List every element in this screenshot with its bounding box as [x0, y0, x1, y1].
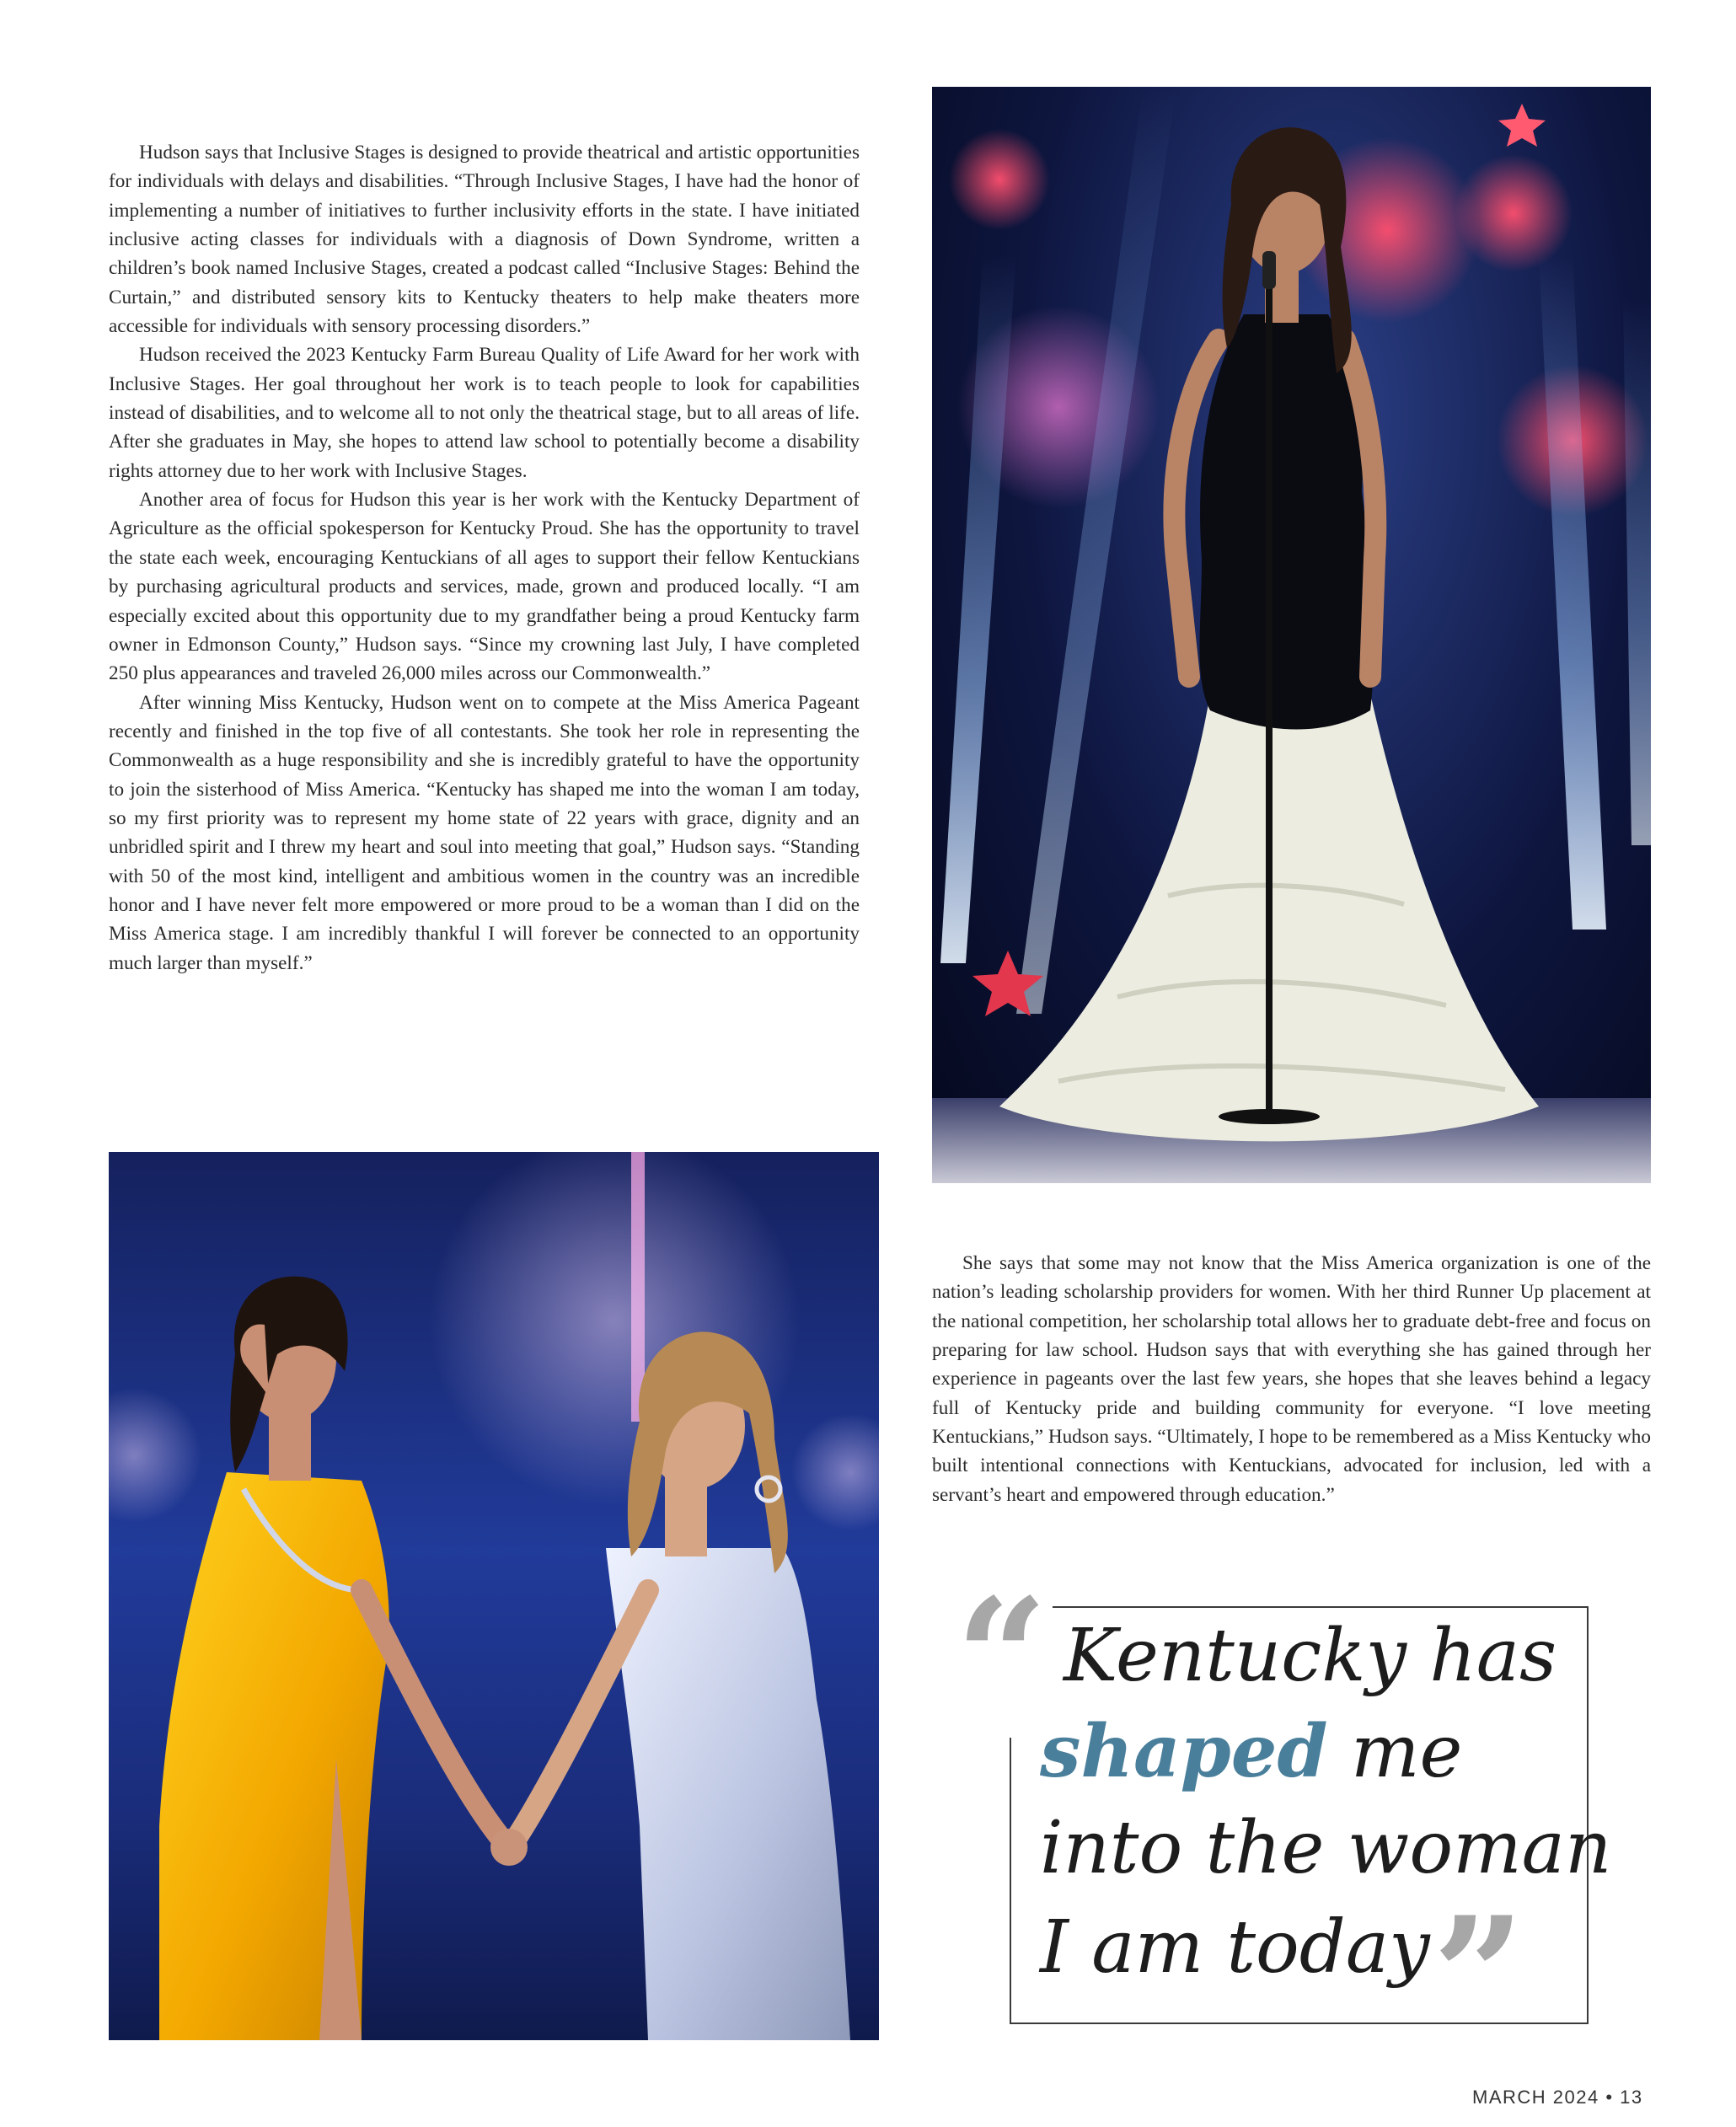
article-right-column	[932, 1249, 1651, 1509]
contestants-illustration	[109, 1152, 879, 2040]
pull-quote-line-1: Kentucky has	[1064, 1614, 1557, 1698]
article-left-column	[109, 138, 860, 978]
close-quote-icon: ”	[1433, 1882, 1525, 2070]
pull-quote-line-2	[1040, 1709, 1463, 1794]
paragraph: After winning Miss Kentucky, Hudson went on to compete at the Miss America Pageant recently and finished in the top five of all contestants. She took her role in representing the Commonwealth as a huge responsibility and she is incredibly grateful to have the opportunity to join the sisterhood of Miss America. “Kentucky has shaped me into the woman I am today, so my first priority was to represent my home state of 22 years with grace, dignity and an unbridled spirit and I threw my heart and soul into meeting that goal,” Hudson says. “Standing with 50 of the most kind, intelligent and ambitious women in the country was an incredible honor and I have never felt more empowered or more proud to be a woman than I did on the Miss America stage. I am incredibly thankful I will forever be connected to an opportunity much larger than myself.”	[109, 691, 860, 974]
open-quote-icon: “	[956, 1578, 1053, 1738]
paragraph: Another area of focus for Hudson this year is her work with the Kentucky Department of Agriculture as the official spokesperson for Kentucky Proud. She has the opportunity to travel the state each week, encouraging Kentuckians of all ages to support their fellow Kentuckians by purchasing agricultural products and services, made, grown and produced locally. “I am especially excited about this opportunity due to my grandfather being a proud Kentucky farm owner in Edmonson County,” Hudson says. “Since my crowning last July, I have completed 250 plus appearances and traveled 26,000 miles across our Commonwealth.”	[109, 489, 860, 685]
paragraph: Hudson received the 2023 Kentucky Farm Bureau Quality of Life Award for her work with Inclusive Stages. Her goal throughout her work is to teach people to look for capabilities instead of disabilities, and to welcome all to not only the theatrical stage, but to all areas of life. After she graduates in May, she hopes to attend law school to potentially become a disability rights attorney due to her work with Inclusive Stages.	[109, 344, 860, 482]
page-footer: MARCH 2024 • 13	[1472, 2087, 1643, 2108]
photo-contestants-holding-hands	[109, 1152, 879, 2040]
pull-quote-line-4: I am today	[1040, 1905, 1430, 1990]
paragraph: She says that some may not know that the Miss America organization is one of the nation’s leading scholarship providers for women. With her third Runner Up placement at the national competition, her scholarship total allows her to graduate debt-free and focus on preparing for law school. Hudson says that with everything she has gained through her experience in pageants over the last few years, she hopes that she leaves behind a legacy full of Kentucky pride and building community for everyone. “I love meeting Kentuckians,” Hudson says. “Ultimately, I hope to be remembered as a Miss Kentucky who built intentional connections with Kentuckians, advocated for inclusion, led with a servant’s heart and empowered through education.”	[932, 1252, 1651, 1506]
paragraph: Hudson says that Inclusive Stages is designed to provide theatrical and artistic opportunities for individuals with delays and disabilities. “Through Inclusive Stages, I have had the honor of implementing a number of initiatives to further inclusivity efforts in the state. I have initiated inclusive acting classes for individuals with a diagnosis of Down Syndrome, written a children’s book named Inclusive Stages, created a podcast called “Inclusive Stages: Behind the Curtain,” and distributed sensory kits to Kentucky theaters to help make theaters more accessible for individuals with sensory processing disorders.”	[109, 142, 860, 338]
pull-quote-line-3: into the woman	[1040, 1806, 1612, 1890]
photo-performer-on-stage	[932, 87, 1651, 1183]
pull-quote-line-2-rest: me	[1351, 1710, 1463, 1794]
stage-illustration	[932, 87, 1651, 1183]
pull-quote-highlight: shaped	[1040, 1709, 1328, 1794]
